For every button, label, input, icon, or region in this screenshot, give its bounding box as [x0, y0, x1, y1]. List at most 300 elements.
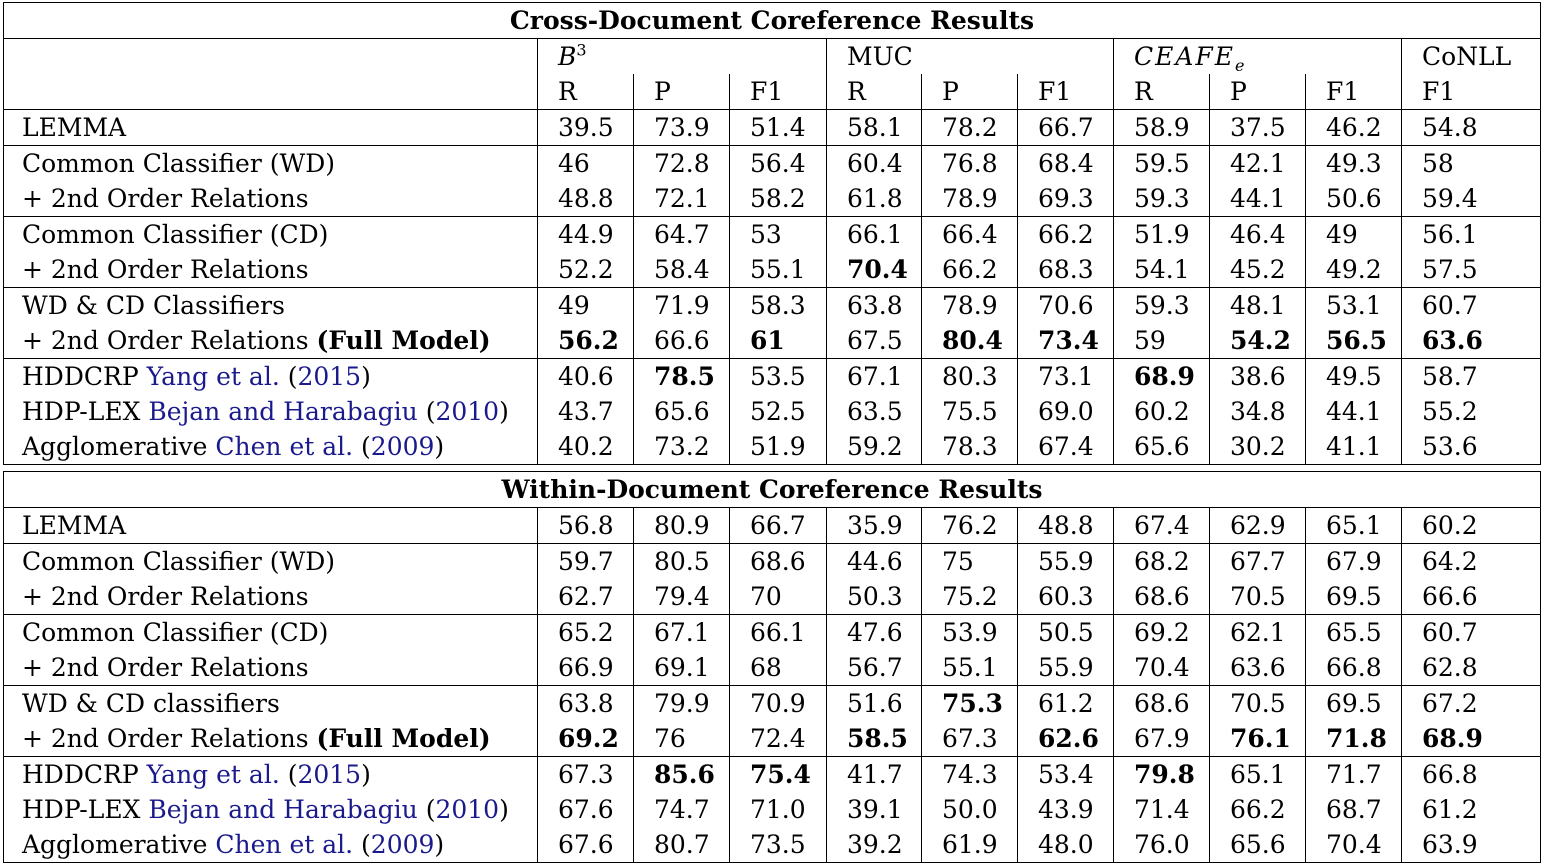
value-cell: 79.4 [634, 579, 730, 615]
value-cell: 73.1 [1018, 359, 1114, 395]
b3-superscript: 3 [576, 40, 587, 60]
value-cell: 59.3 [1114, 181, 1210, 217]
value-cell: 56.1 [1402, 217, 1541, 253]
value-cell: 67.1 [634, 615, 730, 651]
table-row [4, 615, 1541, 651]
value-cell: 65.5 [1306, 615, 1402, 651]
value-cell: 51.6 [827, 686, 922, 722]
method-label: HDP-LEX Bejan and Harabagiu (2010) [4, 394, 538, 429]
value-cell: 68.3 [1018, 252, 1114, 288]
method-name: LEMMA [22, 113, 127, 142]
ceafe-subscript: e [1235, 56, 1245, 74]
value-cell: 55.2 [1402, 394, 1541, 429]
value-cell: 45.2 [1210, 252, 1306, 288]
value-cell: 78.5 [634, 359, 730, 395]
value-cell: 65.1 [1306, 508, 1402, 544]
method-name: Common Classifier (CD) [22, 618, 329, 647]
value-cell: 80.9 [634, 508, 730, 544]
value-cell: 58.2 [730, 181, 827, 217]
table-row [4, 757, 1541, 793]
value-cell: 73.5 [730, 827, 827, 863]
value-cell: 80.4 [922, 323, 1018, 359]
value-cell: 76.1 [1210, 721, 1306, 757]
table-row [4, 146, 1541, 182]
citation-year-link[interactable]: 2010 [435, 795, 500, 824]
value-cell: 42.1 [1210, 146, 1306, 182]
value-cell: 80.3 [922, 359, 1018, 395]
metric-header-row [4, 74, 1541, 110]
citation-year-link[interactable]: 2015 [297, 760, 362, 789]
value-cell: 68.9 [1114, 359, 1210, 395]
method-name: Common Classifier (WD) [22, 547, 335, 576]
value-cell: 72.8 [634, 146, 730, 182]
table-row [4, 508, 1541, 544]
value-cell: 39.1 [827, 792, 922, 827]
value-cell: 48.0 [1018, 827, 1114, 863]
value-cell: 70.4 [1306, 827, 1402, 863]
value-cell: 52.2 [538, 252, 634, 288]
value-cell: 65.2 [538, 615, 634, 651]
value-cell: 54.8 [1402, 110, 1541, 146]
value-cell: 70.4 [827, 252, 922, 288]
b3-header [538, 39, 827, 75]
value-cell: 65.1 [1210, 757, 1306, 793]
citation-link[interactable]: Chen et al. [215, 432, 354, 461]
value-cell: 38.6 [1210, 359, 1306, 395]
value-cell: 59.5 [1114, 146, 1210, 182]
method-name: HDP-LEX [22, 397, 149, 426]
value-cell: 62.8 [1402, 650, 1541, 686]
value-cell: 46.4 [1210, 217, 1306, 253]
value-cell: 54.1 [1114, 252, 1210, 288]
value-cell: 44.9 [538, 217, 634, 253]
method-label: HDP-LEX Bejan and Harabagiu (2010) [4, 792, 538, 827]
method-name: Agglomerative [22, 432, 216, 461]
value-cell: 60.7 [1402, 615, 1541, 651]
value-cell: 40.6 [538, 359, 634, 395]
value-cell: 70 [730, 579, 827, 615]
value-cell: 63.8 [538, 686, 634, 722]
value-cell: 58.7 [1402, 359, 1541, 395]
value-cell: 75 [922, 544, 1018, 580]
table-row [4, 288, 1541, 324]
metric-header-p: P [922, 74, 1018, 110]
value-cell: 78.3 [922, 429, 1018, 465]
value-cell: 54.2 [1210, 323, 1306, 359]
value-cell: 71.0 [730, 792, 827, 827]
value-cell: 53 [730, 217, 827, 253]
value-cell: 46 [538, 146, 634, 182]
value-cell: 41.1 [1306, 429, 1402, 465]
value-cell: 71.9 [634, 288, 730, 324]
value-cell: 69.5 [1306, 579, 1402, 615]
method-name: + 2nd Order Relations [22, 582, 309, 611]
value-cell: 53.5 [730, 359, 827, 395]
value-cell: 75.5 [922, 394, 1018, 429]
value-cell: 66.1 [730, 615, 827, 651]
method-name: + 2nd Order Relations [22, 653, 309, 682]
value-cell: 60.4 [827, 146, 922, 182]
metric-header-p: P [1210, 74, 1306, 110]
value-cell: 64.2 [1402, 544, 1541, 580]
citation-link[interactable]: Yang et al. [146, 362, 280, 391]
value-cell: 69.2 [1114, 615, 1210, 651]
empty-header-cell [4, 74, 538, 110]
value-cell: 71.7 [1306, 757, 1402, 793]
value-cell: 85.6 [634, 757, 730, 793]
method-label [4, 650, 538, 686]
value-cell: 30.2 [1210, 429, 1306, 465]
value-cell: 55.9 [1018, 650, 1114, 686]
value-cell: 50.5 [1018, 615, 1114, 651]
value-cell: 68.9 [1402, 721, 1541, 757]
method-name: + 2nd Order Relations [22, 184, 309, 213]
value-cell: 56.2 [538, 323, 634, 359]
value-cell: 61.8 [827, 181, 922, 217]
method-label [4, 110, 538, 146]
value-cell: 59 [1114, 323, 1210, 359]
value-cell: 62.9 [1210, 508, 1306, 544]
table-row [4, 323, 1541, 359]
value-cell: 61.2 [1402, 792, 1541, 827]
value-cell: 53.1 [1306, 288, 1402, 324]
table-row [4, 217, 1541, 253]
method-name: LEMMA [22, 511, 127, 540]
value-cell: 66.2 [1210, 792, 1306, 827]
table-row [4, 544, 1541, 580]
table-row [4, 792, 1541, 827]
method-name: HDDCRP [22, 362, 147, 391]
conll-header: CoNLL [1402, 39, 1541, 75]
value-cell: 66.4 [922, 217, 1018, 253]
method-label: HDDCRP Yang et al. (2015) [4, 757, 538, 793]
value-cell: 76.8 [922, 146, 1018, 182]
value-cell: 57.5 [1402, 252, 1541, 288]
value-cell: 43.7 [538, 394, 634, 429]
section-gap [4, 465, 1541, 472]
value-cell: 67.3 [538, 757, 634, 793]
value-cell: 76 [634, 721, 730, 757]
ceafe-base: CEAFE [1134, 42, 1236, 71]
value-cell: 58.3 [730, 288, 827, 324]
value-cell: 63.6 [1210, 650, 1306, 686]
value-cell: 56.4 [730, 146, 827, 182]
value-cell: 66.8 [1402, 757, 1541, 793]
citation-year-link[interactable]: 2010 [435, 397, 500, 426]
value-cell: 60.2 [1114, 394, 1210, 429]
value-cell: 67.2 [1402, 686, 1541, 722]
value-cell: 46.2 [1306, 110, 1402, 146]
value-cell: 55.9 [1018, 544, 1114, 580]
metric-header-p: P [634, 74, 730, 110]
value-cell: 47.6 [827, 615, 922, 651]
value-cell: 48.8 [1018, 508, 1114, 544]
table-row [4, 827, 1541, 863]
value-cell: 69.0 [1018, 394, 1114, 429]
value-cell: 44.1 [1210, 181, 1306, 217]
coreference-results-table [3, 2, 1541, 863]
value-cell: 68.7 [1306, 792, 1402, 827]
value-cell: 70.5 [1210, 579, 1306, 615]
method-name: HDDCRP [22, 760, 147, 789]
value-cell: 78.9 [922, 288, 1018, 324]
value-cell: 68.6 [730, 544, 827, 580]
value-cell: 53.6 [1402, 429, 1541, 465]
method-name: Common Classifier (CD) [22, 220, 329, 249]
value-cell: 59.3 [1114, 288, 1210, 324]
value-cell: 56.8 [538, 508, 634, 544]
value-cell: 75.3 [922, 686, 1018, 722]
value-cell: 71.4 [1114, 792, 1210, 827]
value-cell: 49 [538, 288, 634, 324]
value-cell: 56.5 [1306, 323, 1402, 359]
method-label [4, 721, 538, 757]
method-name: Common Classifier (WD) [22, 149, 335, 178]
value-cell: 68.4 [1018, 146, 1114, 182]
value-cell: 61.9 [922, 827, 1018, 863]
value-cell: 69.2 [538, 721, 634, 757]
muc-header: MUC [827, 39, 1114, 75]
method-label [4, 579, 538, 615]
metric-header-f1: F1 [1018, 74, 1114, 110]
value-cell: 55.1 [730, 252, 827, 288]
value-cell: 66.6 [1402, 579, 1541, 615]
value-cell: 58.4 [634, 252, 730, 288]
value-cell: 75.4 [730, 757, 827, 793]
value-cell: 80.7 [634, 827, 730, 863]
citation-link[interactable]: Bejan and Harabagiu [148, 397, 418, 426]
method-label [4, 544, 538, 580]
metric-header-r: R [538, 74, 634, 110]
value-cell: 66.8 [1306, 650, 1402, 686]
method-label [4, 615, 538, 651]
value-cell: 69.5 [1306, 686, 1402, 722]
table-row [4, 359, 1541, 395]
value-cell: 49.5 [1306, 359, 1402, 395]
value-cell: 53.4 [1018, 757, 1114, 793]
value-cell: 68.6 [1114, 579, 1210, 615]
table-row [4, 579, 1541, 615]
table-row [4, 721, 1541, 757]
value-cell: 61.2 [1018, 686, 1114, 722]
full-model-tag: (Full Model) [316, 724, 491, 753]
value-cell: 80.5 [634, 544, 730, 580]
value-cell: 49 [1306, 217, 1402, 253]
value-cell: 67.7 [1210, 544, 1306, 580]
table-row [4, 429, 1541, 465]
table-row [4, 181, 1541, 217]
table-row [4, 252, 1541, 288]
method-label [4, 508, 538, 544]
value-cell: 76.0 [1114, 827, 1210, 863]
value-cell: 63.8 [827, 288, 922, 324]
method-name: WD & CD Classifiers [22, 291, 285, 320]
value-cell: 50.0 [922, 792, 1018, 827]
value-cell: 56.7 [827, 650, 922, 686]
value-cell: 67.4 [1114, 508, 1210, 544]
b3-base: B [558, 42, 577, 71]
value-cell: 62.6 [1018, 721, 1114, 757]
citation-year-link[interactable]: 2015 [297, 362, 362, 391]
metric-header-r: R [827, 74, 922, 110]
value-cell: 62.7 [538, 579, 634, 615]
value-cell: 59.2 [827, 429, 922, 465]
method-label [4, 217, 538, 253]
value-cell: 69.1 [634, 650, 730, 686]
value-cell: 50.6 [1306, 181, 1402, 217]
value-cell: 52.5 [730, 394, 827, 429]
value-cell: 68.2 [1114, 544, 1210, 580]
value-cell: 72.1 [634, 181, 730, 217]
method-name: WD & CD classifiers [22, 689, 280, 718]
value-cell: 73.4 [1018, 323, 1114, 359]
value-cell: 40.2 [538, 429, 634, 465]
table-row [4, 110, 1541, 146]
value-cell: 66.7 [1018, 110, 1114, 146]
value-cell: 70.9 [730, 686, 827, 722]
method-label: Agglomerative Chen et al. (2009) [4, 827, 538, 863]
method-name: Agglomerative [22, 830, 216, 859]
value-cell: 78.9 [922, 181, 1018, 217]
value-cell: 65.6 [1210, 827, 1306, 863]
value-cell: 65.6 [634, 394, 730, 429]
value-cell: 60.7 [1402, 288, 1541, 324]
value-cell: 67.6 [538, 792, 634, 827]
value-cell: 51.4 [730, 110, 827, 146]
table-row [4, 686, 1541, 722]
value-cell: 63.5 [827, 394, 922, 429]
value-cell: 64.7 [634, 217, 730, 253]
citation-year-link[interactable]: 2009 [370, 432, 435, 461]
value-cell: 60.3 [1018, 579, 1114, 615]
value-cell: 79.9 [634, 686, 730, 722]
value-cell: 67.5 [827, 323, 922, 359]
value-cell: 74.7 [634, 792, 730, 827]
value-cell: 66.2 [922, 252, 1018, 288]
method-name: + 2nd Order Relations [22, 255, 309, 284]
full-model-tag: (Full Model) [316, 326, 491, 355]
value-cell: 53.9 [922, 615, 1018, 651]
value-cell: 66.2 [1018, 217, 1114, 253]
value-cell: 73.9 [634, 110, 730, 146]
value-cell: 66.7 [730, 508, 827, 544]
within-document-title: Within-Document Coreference Results [4, 472, 1541, 508]
cross-document-title: Cross-Document Coreference Results [4, 3, 1541, 39]
metric-header-r: R [1114, 74, 1210, 110]
value-cell: 34.8 [1210, 394, 1306, 429]
value-cell: 37.5 [1210, 110, 1306, 146]
metric-header-f1: F1 [1306, 74, 1402, 110]
value-cell: 68 [730, 650, 827, 686]
value-cell: 69.3 [1018, 181, 1114, 217]
citation-year-link[interactable]: 2009 [370, 830, 435, 859]
citation-link[interactable]: Chen et al. [215, 830, 354, 859]
metric-header-f1: F1 [730, 74, 827, 110]
ceafe-header [1114, 39, 1402, 75]
value-cell: 73.2 [634, 429, 730, 465]
value-cell: 67.6 [538, 827, 634, 863]
value-cell: 72.4 [730, 721, 827, 757]
value-cell: 44.1 [1306, 394, 1402, 429]
value-cell: 71.8 [1306, 721, 1402, 757]
empty-header-cell [4, 39, 538, 75]
method-label [4, 686, 538, 722]
method-label [4, 146, 538, 182]
value-cell: 67.9 [1306, 544, 1402, 580]
method-label [4, 323, 538, 359]
table-row [4, 394, 1541, 429]
method-label [4, 252, 538, 288]
value-cell: 58 [1402, 146, 1541, 182]
value-cell: 59.7 [538, 544, 634, 580]
value-cell: 62.1 [1210, 615, 1306, 651]
method-label [4, 181, 538, 217]
value-cell: 67.9 [1114, 721, 1210, 757]
value-cell: 58.9 [1114, 110, 1210, 146]
value-cell: 66.6 [634, 323, 730, 359]
value-cell: 67.3 [922, 721, 1018, 757]
value-cell: 70.5 [1210, 686, 1306, 722]
value-cell: 50.3 [827, 579, 922, 615]
group-header-row [4, 39, 1541, 75]
value-cell: 55.1 [922, 650, 1018, 686]
value-cell: 79.8 [1114, 757, 1210, 793]
value-cell: 66.1 [827, 217, 922, 253]
method-name: HDP-LEX [22, 795, 149, 824]
value-cell: 66.9 [538, 650, 634, 686]
citation-link[interactable]: Bejan and Harabagiu [148, 795, 418, 824]
value-cell: 63.9 [1402, 827, 1541, 863]
value-cell: 67.4 [1018, 429, 1114, 465]
results-table-container [3, 2, 1540, 863]
method-name: + 2nd Order Relations [22, 326, 317, 355]
value-cell: 35.9 [827, 508, 922, 544]
value-cell: 67.1 [827, 359, 922, 395]
value-cell: 39.5 [538, 110, 634, 146]
value-cell: 68.6 [1114, 686, 1210, 722]
value-cell: 41.7 [827, 757, 922, 793]
value-cell: 60.2 [1402, 508, 1541, 544]
value-cell: 51.9 [1114, 217, 1210, 253]
method-label [4, 288, 538, 324]
value-cell: 58.5 [827, 721, 922, 757]
method-label: HDDCRP Yang et al. (2015) [4, 359, 538, 395]
value-cell: 58.1 [827, 110, 922, 146]
value-cell: 75.2 [922, 579, 1018, 615]
method-label: Agglomerative Chen et al. (2009) [4, 429, 538, 465]
metric-header-f1: F1 [1402, 74, 1541, 110]
value-cell: 39.2 [827, 827, 922, 863]
value-cell: 74.3 [922, 757, 1018, 793]
citation-link[interactable]: Yang et al. [146, 760, 280, 789]
value-cell: 59.4 [1402, 181, 1541, 217]
value-cell: 48.8 [538, 181, 634, 217]
value-cell: 51.9 [730, 429, 827, 465]
value-cell: 49.2 [1306, 252, 1402, 288]
value-cell: 49.3 [1306, 146, 1402, 182]
value-cell: 78.2 [922, 110, 1018, 146]
table-row [4, 650, 1541, 686]
value-cell: 48.1 [1210, 288, 1306, 324]
value-cell: 65.6 [1114, 429, 1210, 465]
value-cell: 61 [730, 323, 827, 359]
method-name: + 2nd Order Relations [22, 724, 317, 753]
value-cell: 63.6 [1402, 323, 1541, 359]
value-cell: 70.6 [1018, 288, 1114, 324]
value-cell: 43.9 [1018, 792, 1114, 827]
value-cell: 70.4 [1114, 650, 1210, 686]
value-cell: 76.2 [922, 508, 1018, 544]
